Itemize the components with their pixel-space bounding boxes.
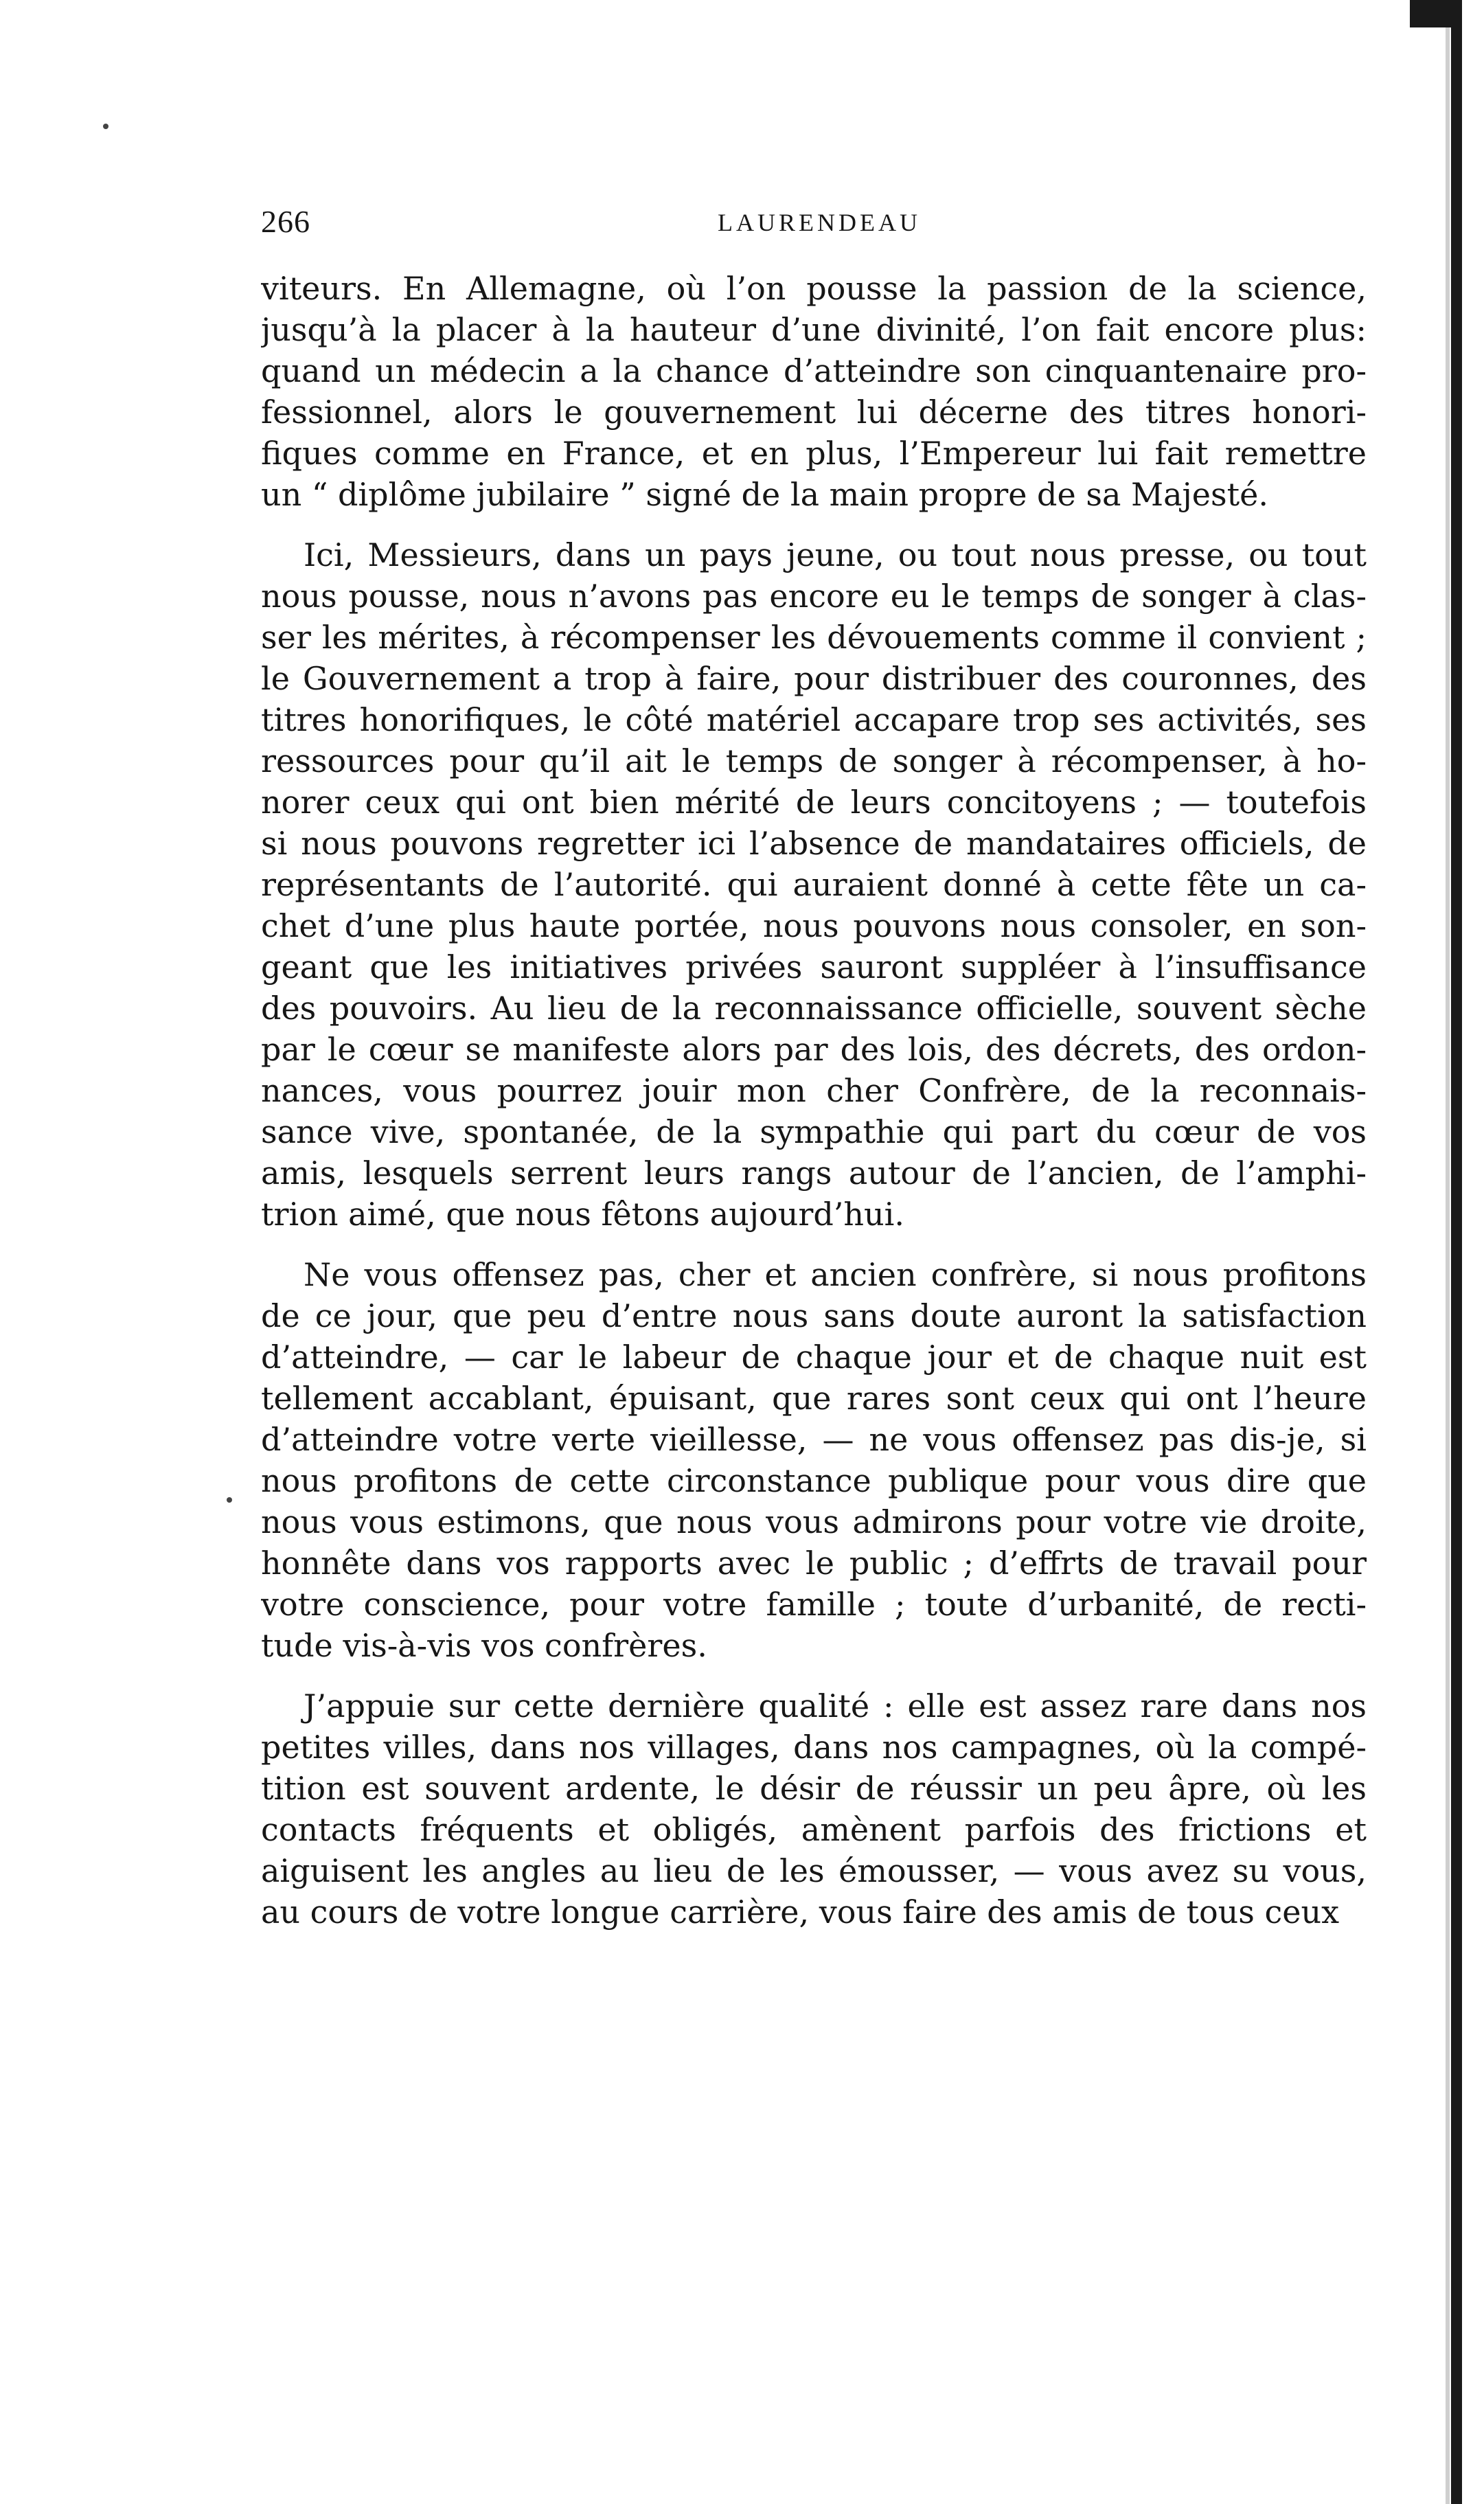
text-line: représentants de l’autorité. qui auraient donné à cette fête un ca- bbox=[261, 866, 1367, 903]
paragraph-gap bbox=[261, 515, 1367, 534]
text-line: sance vive, spontanée, de la sympathie qui part du cœur de vos bbox=[261, 1113, 1367, 1150]
text-line: si nous pouvons regretter ici l’absence de mandataires officiels, de bbox=[261, 825, 1367, 862]
scan-speck bbox=[227, 1497, 232, 1503]
text-line: amis, lesquels serrent leurs rangs autour de l’ancien, de l’amphi- bbox=[261, 1154, 1367, 1192]
paragraph bbox=[261, 268, 1367, 515]
text-line: viteurs. En Allemagne, où l’on pousse la passion de la science, bbox=[261, 270, 1367, 307]
text-line: au cours de votre longue carrière, vous faire des amis de tous ceux bbox=[261, 1893, 1340, 1931]
text-line: nous pousse, nous n’avons pas encore eu le temps de songer à clas- bbox=[261, 578, 1367, 615]
text-line: d’atteindre, — car le labeur de chaque jour et de chaque nuit est bbox=[261, 1339, 1367, 1376]
text-line: de ce jour, que peu d’entre nous sans doute auront la satisfaction bbox=[261, 1297, 1367, 1334]
text-line: geant que les initiatives privées sauront suppléer à l’insuffisance bbox=[261, 948, 1367, 986]
text-line: votre conscience, pour votre famille ; toute d’urbanité, de recti- bbox=[261, 1586, 1367, 1623]
body-text bbox=[261, 268, 1367, 1933]
text-line: J’appuie sur cette dernière qualité : elle est assez rare dans nos bbox=[304, 1687, 1367, 1725]
text-line: d’atteindre votre verte vieillesse, — ne vous offensez pas dis-je, si bbox=[261, 1421, 1367, 1458]
text-line: nous profitons de cette circonstance publique pour vous dire que bbox=[261, 1462, 1367, 1499]
text-line: trion aimé, que nous fêtons aujourd’hui. bbox=[261, 1196, 905, 1233]
text-line: tition est souvent ardente, le désir de réussir un peu âpre, où les bbox=[261, 1770, 1367, 1807]
text-line: quand un médecin a la chance d’atteindre son cinquantenaire pro- bbox=[261, 352, 1367, 389]
text-line: aiguisent les angles au lieu de les émousser, — vous avez su vous, bbox=[261, 1852, 1367, 1889]
scan-corner-mark bbox=[1410, 0, 1451, 27]
text-line: chet d’une plus haute portée, nous pouvons nous consoler, en son- bbox=[261, 907, 1367, 944]
scan-edge-bar bbox=[1451, 0, 1462, 2504]
paragraph-gap bbox=[261, 1666, 1367, 1685]
text-line: norer ceux qui ont bien mérité de leurs concitoyens ; — toutefois bbox=[261, 784, 1367, 821]
text-line: Ici, Messieurs, dans un pays jeune, ou tout nous presse, ou tout bbox=[304, 536, 1367, 573]
paragraph bbox=[261, 1685, 1367, 1933]
text-line: titres honorifiques, le côté matériel accapare trop ses activités, ses bbox=[261, 701, 1367, 738]
text-line: Ne vous offensez pas, cher et ancien confrère, si nous profitons bbox=[304, 1256, 1367, 1293]
text-line: honnête dans vos rapports avec le public ; d’effrts de travail pour bbox=[261, 1545, 1367, 1582]
text-line: nous vous estimons, que nous vous admirons pour votre vie droite, bbox=[261, 1503, 1367, 1540]
text-line: ser les mérites, à récompenser les dévouements comme il convient ; bbox=[261, 619, 1367, 656]
paragraph-gap bbox=[261, 1235, 1367, 1254]
text-line: nances, vous pourrez jouir mon cher Confrère, de la reconnais- bbox=[261, 1072, 1367, 1109]
paragraph bbox=[261, 1254, 1367, 1666]
page-edge-shadow bbox=[1446, 0, 1450, 2504]
page-number: 266 bbox=[261, 204, 310, 239]
scan-speck bbox=[103, 124, 109, 129]
text-line: le Gouvernement a trop à faire, pour distribuer des couronnes, des bbox=[261, 660, 1367, 697]
text-line: un “ diplôme jubilaire ” signé de la main propre de sa Majesté. bbox=[261, 476, 1268, 513]
text-line: tellement accablant, épuisant, que rares sont ceux qui ont l’heure bbox=[261, 1380, 1367, 1417]
text-line: par le cœur se manifeste alors par des lois, des décrets, des ordon- bbox=[261, 1031, 1367, 1068]
text-line: jusqu’à la placer à la hauteur d’une divinité, l’on fait encore plus: bbox=[261, 311, 1367, 348]
text-line: contacts fréquents et obligés, amènent parfois des frictions et bbox=[261, 1811, 1367, 1848]
text-line: tude vis-à-vis vos confrères. bbox=[261, 1627, 707, 1664]
text-line: des pouvoirs. Au lieu de la reconnaissance officielle, souvent sèche bbox=[261, 990, 1367, 1027]
text-line: petites villes, dans nos villages, dans nos campagnes, où la compé- bbox=[261, 1729, 1367, 1766]
running-title: LAURENDEAU bbox=[718, 209, 921, 236]
text-line: ressources pour qu’il ait le temps de songer à récompenser, à ho- bbox=[261, 742, 1367, 779]
paragraph bbox=[261, 534, 1367, 1235]
text-line: fessionnel, alors le gouvernement lui décerne des titres honori- bbox=[261, 394, 1367, 431]
text-line: fiques comme en France, et en plus, l’Empereur lui fait remettre bbox=[261, 435, 1367, 472]
